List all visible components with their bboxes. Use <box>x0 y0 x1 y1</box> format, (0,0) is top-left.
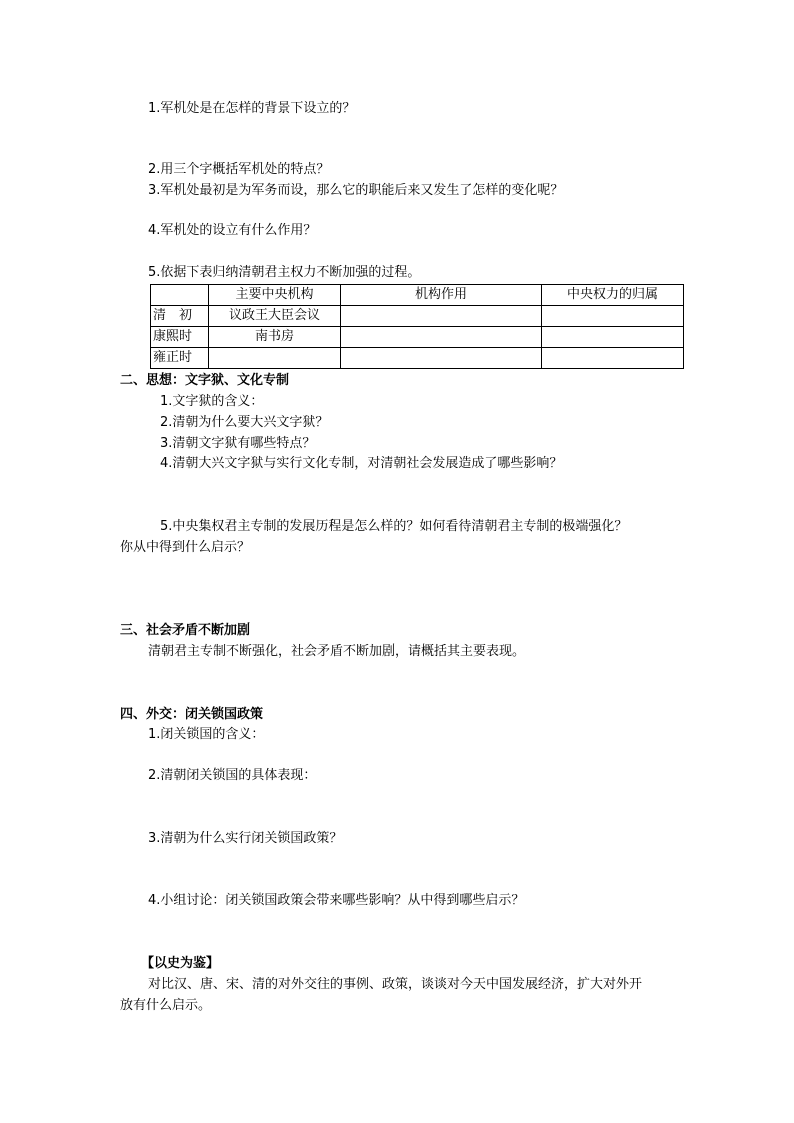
section-2-item-4: 4.清朝大兴文字狱与实行文化专制，对清朝社会发展造成了哪些影响？ <box>160 456 563 471</box>
table-header-row <box>151 285 684 306</box>
question-1: 1.军机处是在怎样的背景下设立的？ <box>148 101 356 116</box>
table-cell <box>341 327 542 348</box>
power-table <box>150 284 684 369</box>
section-2-question-5-line-2: 你从中得到什么启示？ <box>120 540 251 555</box>
section-4-item-2: 2.清朝闭关锁国的具体表现： <box>148 768 317 783</box>
table-cell: 清 初 <box>151 306 209 327</box>
table-cell <box>542 327 684 348</box>
table-cell: 南书房 <box>209 327 341 348</box>
section-3-text: 清朝君主专制不断强化，社会矛盾不断加剧，请概括其主要表现。 <box>148 644 526 659</box>
section-5-title: 【以史为鉴】 <box>141 956 220 971</box>
section-5-text-line-2: 放有什么启示。 <box>120 998 212 1013</box>
table-cell: 雍正时 <box>151 348 209 369</box>
table-cell: 议政王大臣会议 <box>209 306 341 327</box>
question-2: 2.用三个字概括军机处的特点？ <box>148 162 330 177</box>
question-3: 3.军机处最初是为军务而设，那么它的职能后来又发生了怎样的变化呢？ <box>148 183 564 198</box>
table-cell <box>209 348 341 369</box>
table-cell <box>542 306 684 327</box>
table-cell <box>542 348 684 369</box>
table-cell <box>341 348 542 369</box>
section-2-question-5-line-1: 5.中央集权君主专制的发展历程是怎么样的？如何看待清朝君主专制的极端强化？ <box>160 519 628 534</box>
section-4-title: 四、外交：闭关锁国政策 <box>120 707 264 722</box>
section-4-item-3: 3.清朝为什么实行闭关锁国政策？ <box>148 831 343 846</box>
table-row <box>151 348 684 369</box>
question-5: 5.依据下表归纳清朝君主权力不断加强的过程。 <box>148 265 421 280</box>
section-2-item-1: 1.文字狱的含义： <box>160 394 264 409</box>
section-2-item-3: 3.清朝文字狱有哪些特点？ <box>160 436 316 451</box>
section-4-item-4: 4.小组讨论：闭关锁国政策会带来哪些影响？从中得到哪些启示？ <box>148 893 525 908</box>
section-3-title: 三、社会矛盾不断加剧 <box>120 623 251 638</box>
section-2-title: 二、思想：文字狱、文化专制 <box>120 373 290 388</box>
table-header-cell: 中央权力的归属 <box>542 285 684 306</box>
section-4-item-1: 1.闭关锁国的含义： <box>148 727 265 742</box>
table-header-cell <box>151 285 209 306</box>
table-cell <box>341 306 542 327</box>
question-4: 4.军机处的设立有什么作用？ <box>148 223 317 238</box>
section-2-item-2: 2.清朝为什么要大兴文字狱？ <box>160 415 329 430</box>
table-row <box>151 327 684 348</box>
table-header-cell: 机构作用 <box>341 285 542 306</box>
table-header-cell: 主要中央机构 <box>209 285 341 306</box>
section-5-text-line-1: 对比汉、唐、宋、清的对外交往的事例、政策，谈谈对今天中国发展经济，扩大对外开 <box>148 977 643 992</box>
table-row <box>151 306 684 327</box>
table-cell: 康熙时 <box>151 327 209 348</box>
